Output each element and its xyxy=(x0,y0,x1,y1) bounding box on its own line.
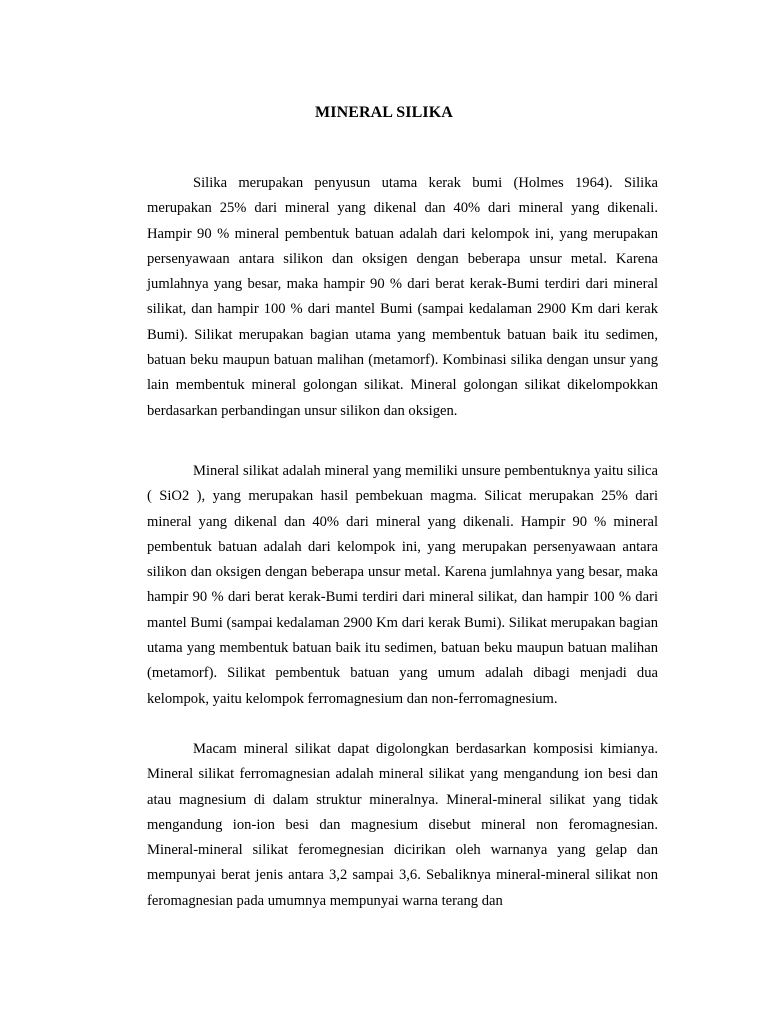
paragraph: Mineral silikat adalah mineral yang memiliki unsure pembentuknya yaitu silica ( SiO2 ), yang merupakan hasil pembekuan magma. Silicat merupakan 25% dari mineral yang dikenal dan 40% dari mineral yang dikenali. Hampir 90 % mineral pembentuk batuan adalah dari kelompok ini, yang merupakan persenyawaan antara silikon dan oksigen dengan beberapa unsur metal. Karena jumlahnya yang besar, maka hampir 90 % dari berat kerak-Bumi terdiri dari mineral silikat, dan hampir 100 % dari mantel Bumi (sampai kedalaman 2900 Km dari kerak Bumi). Silikat merupakan bagian utama yang membentuk batuan baik itu sedimen, batuan beku maupun batuan malihan (metamorf). Silikat pembentuk batuan yang umum adalah dibagi menjadi dua kelompok, yaitu kelompok ferromagnesium dan non-ferromagnesium. xyxy=(147,463,658,707)
paragraph-1-container xyxy=(147,171,658,424)
paragraph-2-container xyxy=(147,459,658,712)
paragraph: Macam mineral silikat dapat digolongkan berdasarkan komposisi kimianya. Mineral silikat ferromagnesian adalah mineral silikat yang mengandung ion besi dan atau magnesium di dalam struktur mineralnya. Mineral-mineral silikat yang tidak mengandung ion-ion besi dan magnesium disebut mineral non feromagnesian. Mineral-mineral silikat feromegnesian dicirikan oleh warnanya yang gelap dan mempunyai berat jenis antara 3,2 sampai 3,6. Sebaliknya mineral-mineral silikat non feromagnesian pada umumnya mempunyai warna terang dan xyxy=(147,741,658,909)
paragraph: Silika merupakan penyusun utama kerak bumi (Holmes 1964). Silika merupakan 25% dari mineral yang dikenal dan 40% dari mineral yang dikenali. Hampir 90 % mineral pembentuk batuan adalah dari kelompok ini, yang merupakan persenyawaan antara silikon dan oksigen dengan beberapa unsur metal. Karena jumlahnya yang besar, maka hampir 90 % dari berat kerak-Bumi terdiri dari mineral silikat, dan hampir 100 % dari mantel Bumi (sampai kedalaman 2900 Km dari kerak Bumi). Silikat merupakan bagian utama yang membentuk batuan baik itu sedimen, batuan beku maupun batuan malihan (metamorf). Kombinasi silika dengan unsur yang lain membentuk mineral golongan silikat. Mineral golongan silikat dikelompokkan berdasarkan perbandingan unsur silikon dan oksigen. xyxy=(147,175,658,419)
paragraph-3-container xyxy=(147,737,658,914)
document-title: MINERAL SILIKA xyxy=(315,104,453,121)
